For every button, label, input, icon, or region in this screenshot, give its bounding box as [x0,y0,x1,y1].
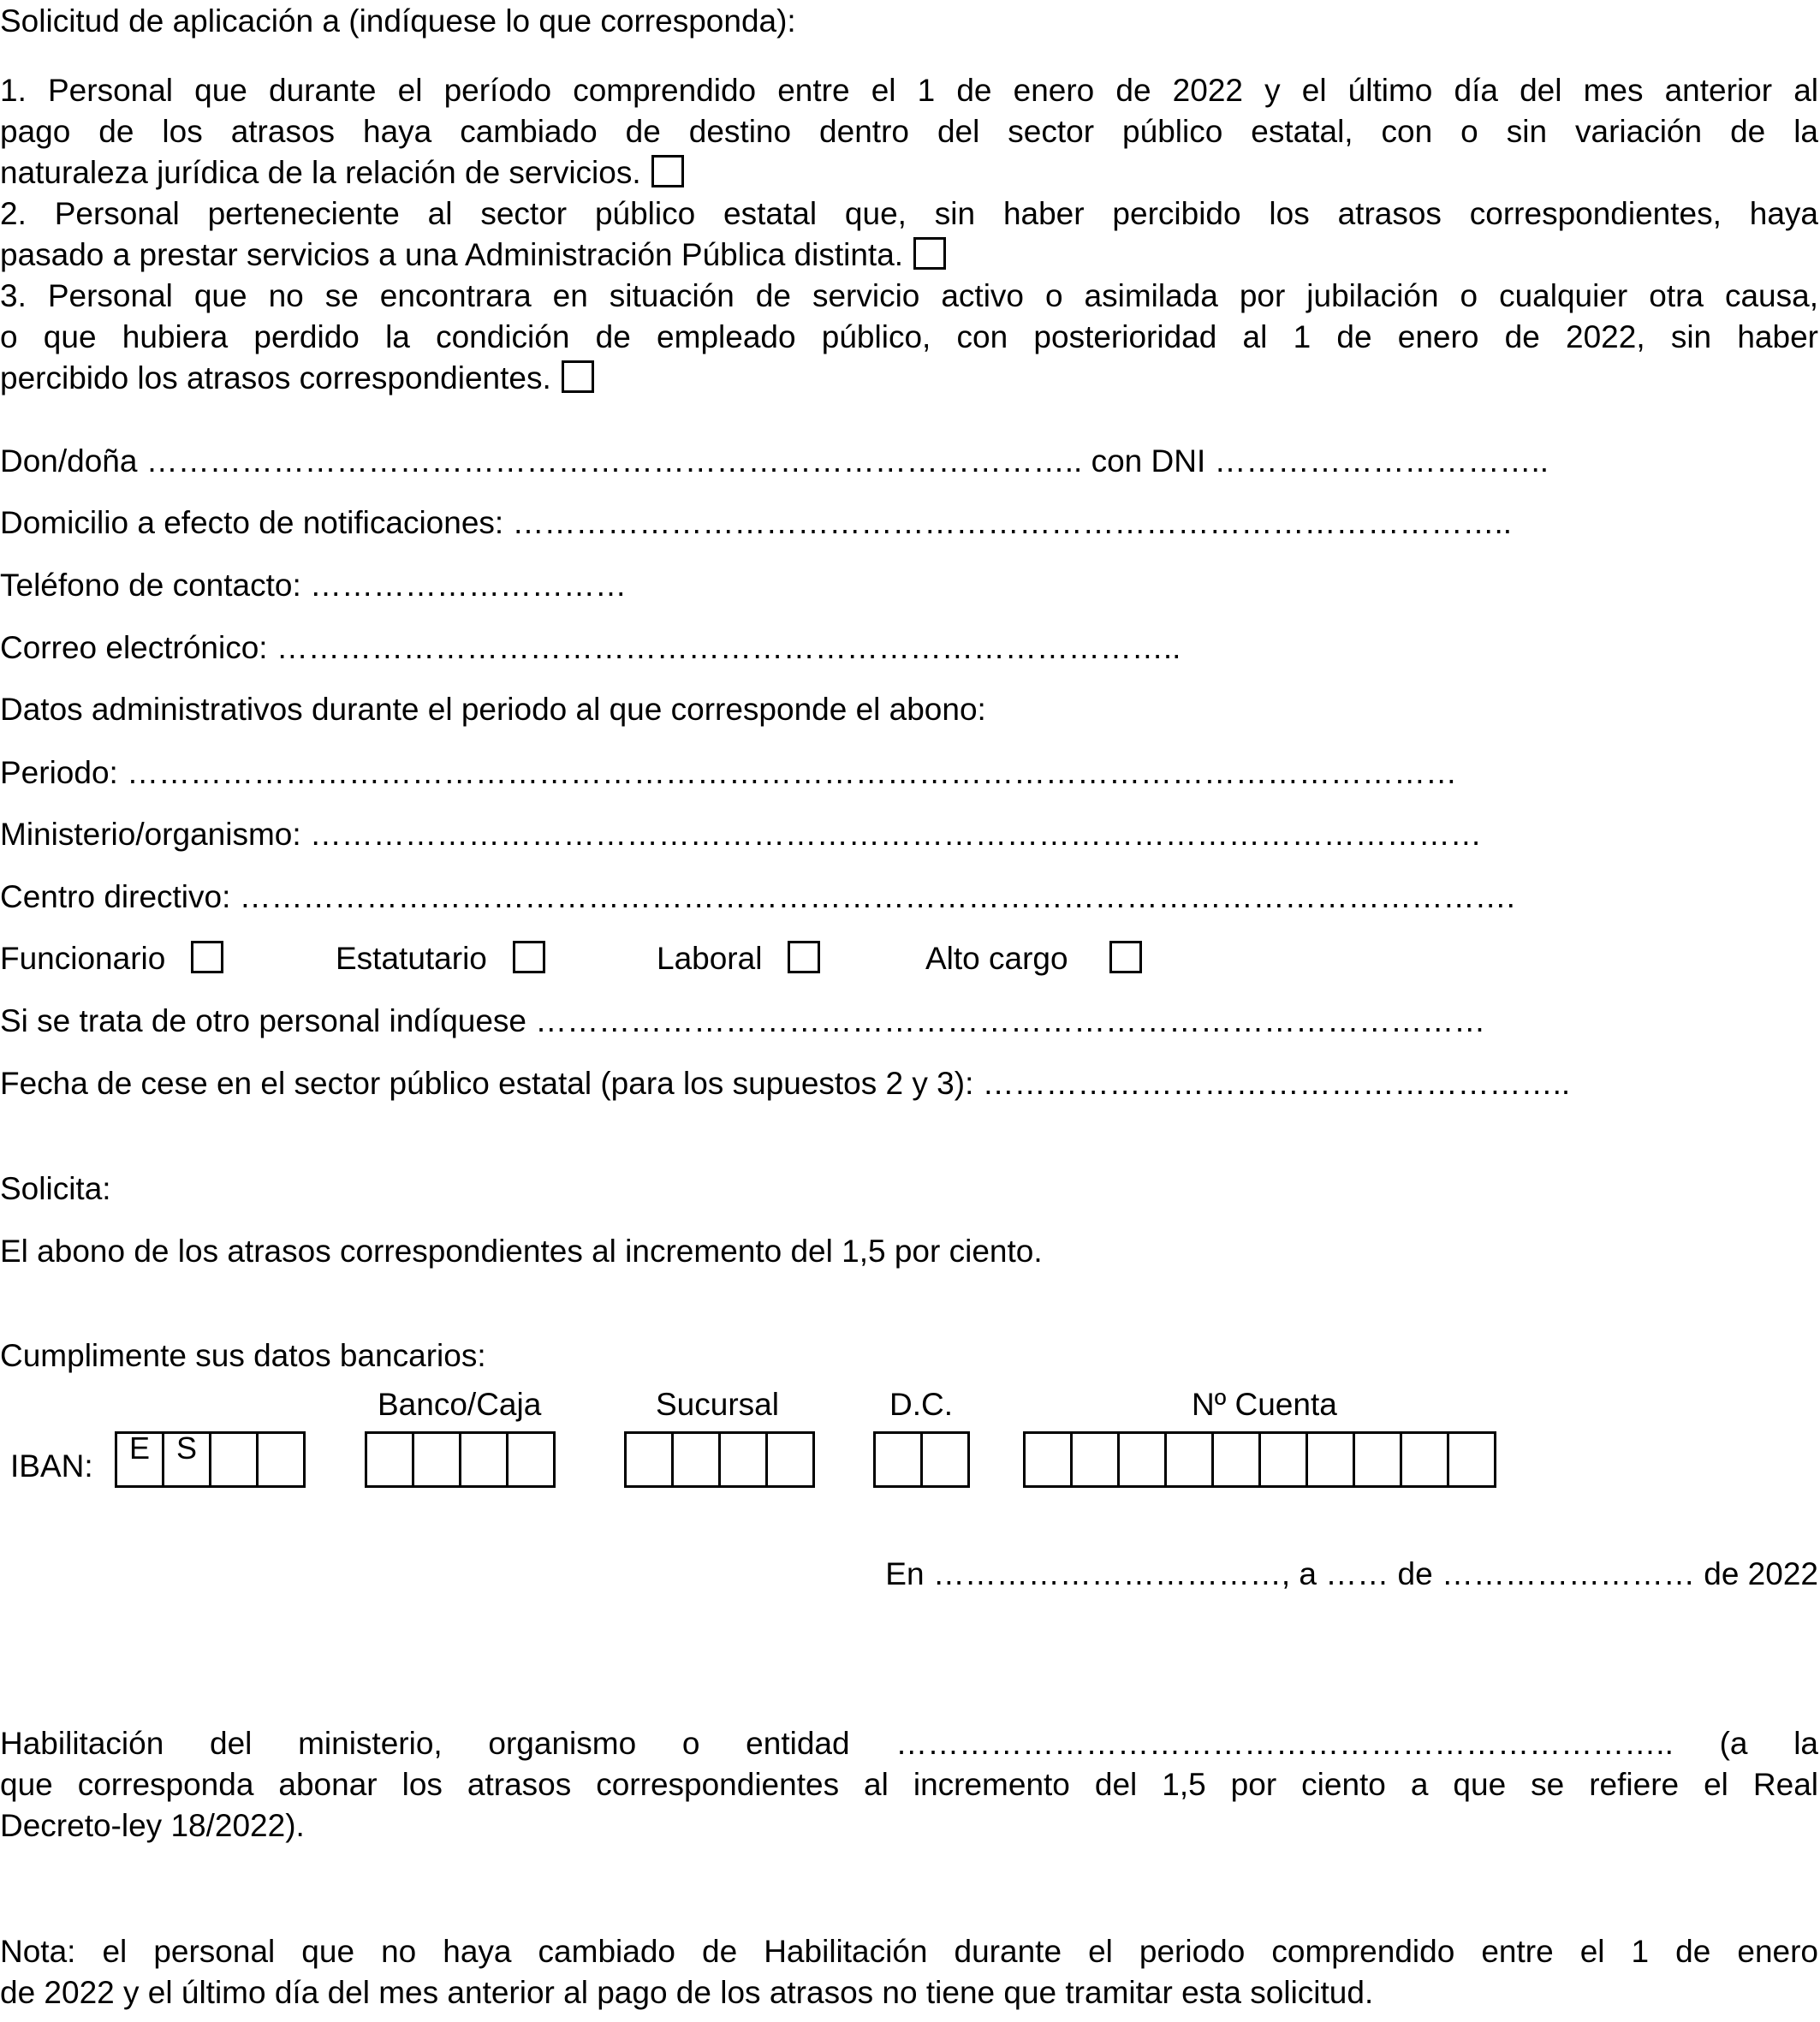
place-date-line[interactable]: En ……………………………, a …… de …………………… de 2022 [885,1556,1818,1591]
habilitacion-line-3: Decreto-ley 18/2022). [0,1808,305,1843]
cuenta-cell[interactable] [1306,1431,1355,1488]
personal-type-alto-cargo [925,939,1142,978]
dc-boxes [873,1431,970,1488]
cuenta-cell[interactable] [1117,1431,1167,1488]
option-3-line-2: o que hubiera perdido la condición de empleado público, con posterioridad al 1 de enero de 2022, sin haber [0,319,1818,354]
sucursal-cell[interactable] [765,1431,815,1488]
nota-line-2: de 2022 y el último día del mes anterior al pago de los atrasos no tiene que tramitar esta solicitud. [0,1975,1374,2010]
sucursal-boxes [624,1431,815,1488]
otro-personal-field[interactable]: Si se trata de otro personal indíquese ……………………………………………………………………………… [0,1003,1486,1038]
cuenta-header: Nº Cuenta [1192,1387,1337,1422]
alto-cargo-label: Alto cargo [925,941,1068,976]
laboral-checkbox[interactable] [788,941,820,973]
nota-line-1: Nota: el personal que no haya cambiado de Habilitación durante el periodo comprendido entre el 1 de enero [0,1934,1818,1969]
habilitacion-line-1[interactable]: Habilitación del ministerio, organismo o entidad ……………………………………………………………….. (a la [0,1726,1818,1761]
ministerio-field[interactable]: Ministerio/organismo: ………………………………………………………………………………………………… [0,817,1482,852]
banco-cell[interactable] [412,1431,461,1488]
alto-cargo-checkbox[interactable] [1109,941,1142,973]
dc-cell[interactable] [920,1431,970,1488]
cuenta-cell[interactable] [1353,1431,1402,1488]
dc-header: D.C. [889,1387,953,1422]
estatutario-checkbox[interactable] [513,941,545,973]
personal-type-laboral [657,939,820,978]
sucursal-cell[interactable] [624,1431,674,1488]
banco-cell[interactable] [365,1431,414,1488]
option-3-checkbox[interactable] [562,360,594,393]
correo-field[interactable]: Correo electrónico: ………………………………………………………………………….. [0,630,1181,665]
option-2 [0,193,1818,276]
option-2-line-1: 2. Personal perteneciente al sector público estatal que, sin haber percibido los atrasos correspondientes, haya [0,196,1818,231]
domicilio-field[interactable]: Domicilio a efecto de notificaciones: ………………………………………………………………………………….. [0,505,1513,540]
cuenta-cell[interactable] [1400,1431,1449,1488]
sucursal-header: Sucursal [656,1387,779,1422]
option-3-line-3: percibido los atrasos correspondientes. [0,360,551,395]
iban-cell: S [162,1431,211,1488]
dc-cell[interactable] [873,1431,923,1488]
cuenta-cell[interactable] [1070,1431,1120,1488]
option-1-line-1: 1. Personal que durante el período comprendido entre el 1 de enero de 2022 y el último día del mes anterior al [0,73,1818,108]
personal-type-funcionario [0,939,223,978]
iban-cell[interactable] [209,1431,259,1488]
estatutario-label: Estatutario [336,941,487,976]
option-2-line-2: pasado a prestar servicios a una Administración Pública distinta. [0,237,904,272]
habilitacion-line-2: que corresponda abonar los atrasos correspondientes al incremento del 1,5 por ciento a que se refiere el Real [0,1767,1818,1802]
periodo-field[interactable]: Periodo: ……………………………………………………………………………………………………………… [0,755,1458,790]
centro-directivo-field[interactable]: Centro directivo: …………………………………………………………………………………………………………. [0,879,1515,914]
telefono-field[interactable]: Teléfono de contacto: ………………………… [0,568,627,603]
iban-prefix-boxes [115,1431,306,1488]
form-heading: Solicitud de aplicación a (indíquese lo que corresponda): [0,3,796,39]
option-1-line-2: pago de los atrasos haya cambiado de destino dentro del sector público estatal, con o sin variación de la [0,114,1818,149]
nota-paragraph [0,1931,1818,2013]
fecha-cese-field[interactable]: Fecha de cese en el sector público estatal (para los supuestos 2 y 3): ……………………………………………….. [0,1066,1571,1101]
option-3 [0,276,1818,399]
cuenta-cell[interactable] [1023,1431,1073,1488]
banco-boxes [365,1431,556,1488]
habilitacion-paragraph [0,1723,1818,1847]
solicita-label: Solicita: [0,1171,111,1206]
cuenta-cell[interactable] [1164,1431,1214,1488]
cuenta-cell[interactable] [1258,1431,1308,1488]
cuenta-cell[interactable] [1211,1431,1261,1488]
option-2-checkbox[interactable] [913,237,946,270]
cuenta-boxes [1023,1431,1496,1488]
funcionario-checkbox[interactable] [191,941,223,973]
don-dona-field[interactable]: Don/doña …………………………………………………………………………….. con DNI ………………………….. [0,443,1549,479]
iban-label: IBAN: [10,1448,93,1484]
bank-intro: Cumplimente sus datos bancarios: [0,1338,486,1373]
option-1-line-3: naturaleza jurídica de la relación de servicios. [0,155,641,190]
cuenta-cell[interactable] [1447,1431,1496,1488]
sucursal-cell[interactable] [671,1431,721,1488]
banco-cell[interactable] [506,1431,556,1488]
datos-administrativos-label: Datos administrativos durante el periodo al que corresponde el abono: [0,692,986,727]
banco-cell[interactable] [459,1431,509,1488]
iban-cell: E [115,1431,164,1488]
laboral-label: Laboral [657,941,763,976]
funcionario-label: Funcionario [0,941,166,976]
option-1 [0,70,1818,193]
banco-header: Banco/Caja [378,1387,542,1422]
solicita-text: El abono de los atrasos correspondientes al incremento del 1,5 por ciento. [0,1234,1043,1269]
iban-cell[interactable] [256,1431,306,1488]
sucursal-cell[interactable] [718,1431,768,1488]
personal-type-estatutario [336,939,545,978]
option-1-checkbox[interactable] [651,155,684,187]
option-3-line-1: 3. Personal que no se encontrara en situación de servicio activo o asimilada por jubilación o cualquier otra causa, [0,278,1818,313]
